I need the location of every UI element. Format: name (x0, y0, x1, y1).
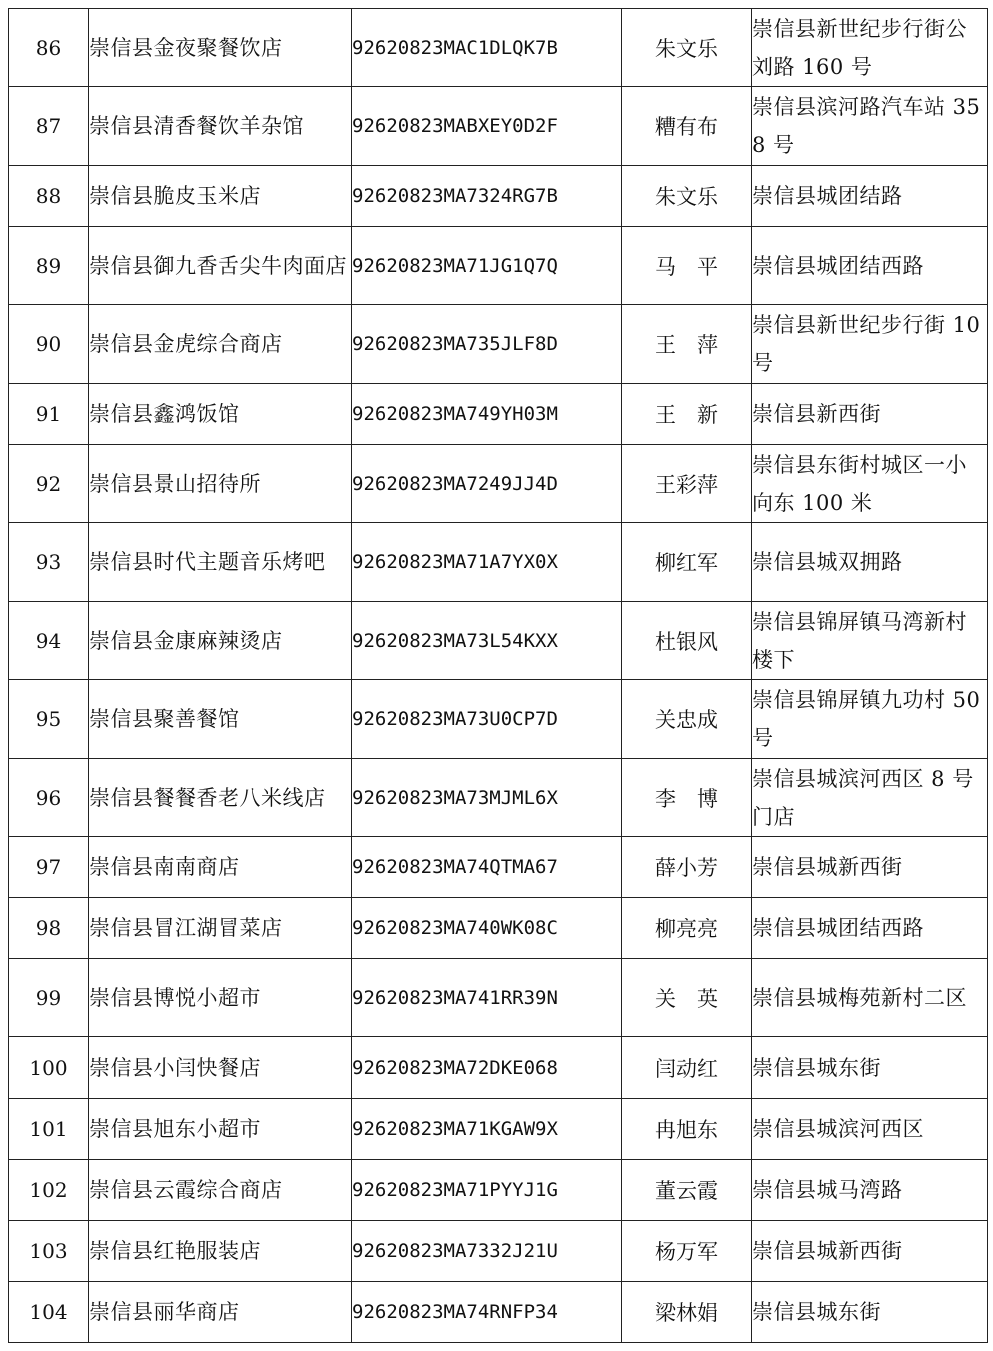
table-row (9, 384, 988, 445)
credit-code-cell (352, 384, 622, 445)
operator-name-cell (622, 227, 752, 305)
business-name: 崇信县时代主题音乐烤吧 (89, 550, 326, 574)
credit-code-cell (352, 1221, 622, 1282)
credit-code-cell (352, 445, 622, 523)
credit-code: 92620823MA735JLF8D (352, 333, 558, 355)
credit-code-cell (352, 602, 622, 680)
credit-code: 92620823MA73U0CP7D (352, 708, 558, 730)
operator-name: 杜银风 (655, 629, 718, 654)
business-address: 崇信县城团结路 (752, 184, 903, 208)
table-row (9, 227, 988, 305)
business-name: 崇信县金康麻辣烫店 (89, 628, 283, 653)
credit-code: 92620823MA74QTMA67 (352, 856, 558, 878)
row-number-cell (9, 166, 89, 227)
business-address-cell (752, 1099, 988, 1160)
row-number: 90 (35, 332, 62, 356)
row-number: 97 (35, 855, 62, 879)
business-address-cell (752, 898, 988, 959)
operator-name: 董云霞 (655, 1179, 718, 1203)
business-name-cell (89, 1221, 352, 1282)
operator-name: 马 平 (655, 254, 718, 279)
operator-name: 柳红军 (655, 551, 718, 575)
business-name-cell (89, 959, 352, 1037)
business-name: 崇信县博悦小超市 (89, 985, 261, 1010)
operator-name: 关 英 (655, 986, 718, 1011)
credit-code: 92620823MA71A7YX0X (352, 551, 558, 573)
business-address: 崇信县锦屏镇马湾新村楼下 (752, 609, 967, 672)
row-number: 92 (35, 471, 62, 496)
business-name-cell (89, 1099, 352, 1160)
operator-name-cell (622, 837, 752, 898)
business-address: 崇信县城梅苑新村二区 (752, 985, 967, 1010)
business-address-cell (752, 602, 988, 680)
table-row (9, 523, 988, 602)
table-row (9, 602, 988, 680)
business-address-cell (752, 87, 988, 166)
table-row (9, 759, 988, 837)
row-number: 93 (35, 550, 62, 574)
operator-name: 梁林娟 (655, 1301, 718, 1325)
credit-code-cell (352, 227, 622, 305)
credit-code: 92620823MA73MJML6X (352, 786, 558, 809)
business-name-cell (89, 305, 352, 384)
table-row (9, 166, 988, 227)
business-name: 崇信县丽华商店 (89, 1300, 240, 1324)
credit-code-cell (352, 523, 622, 602)
table-row (9, 837, 988, 898)
row-number-cell (9, 1099, 89, 1160)
business-name: 崇信县清香餐饮羊杂馆 (89, 114, 304, 138)
operator-name-cell (622, 1282, 752, 1343)
credit-code-cell (352, 898, 622, 959)
business-name: 崇信县金虎综合商店 (89, 332, 283, 356)
credit-code: 92620823MABXEY0D2F (352, 115, 558, 137)
table-row (9, 1037, 988, 1099)
credit-code-cell (352, 87, 622, 166)
business-address-cell (752, 523, 988, 602)
row-number: 100 (29, 1055, 68, 1080)
business-address: 崇信县城新西街 (752, 1239, 903, 1263)
row-number: 102 (29, 1178, 68, 1202)
business-address: 崇信县城滨河西区 (752, 1117, 924, 1141)
credit-code-cell (352, 837, 622, 898)
row-number: 94 (35, 628, 62, 653)
business-name: 崇信县脆皮玉米店 (89, 184, 261, 208)
business-address: 崇信县城团结西路 (752, 253, 924, 278)
credit-code-cell (352, 1282, 622, 1343)
table-row (9, 898, 988, 959)
operator-name-cell (622, 445, 752, 523)
business-address-cell (752, 959, 988, 1037)
business-address: 崇信县新西街 (752, 402, 881, 426)
credit-code: 92620823MA7324RG7B (352, 185, 558, 207)
operator-name: 薛小芳 (655, 856, 718, 880)
business-name-cell (89, 680, 352, 759)
credit-code-cell (352, 680, 622, 759)
business-name: 崇信县旭东小超市 (89, 1117, 261, 1141)
business-address-cell (752, 1160, 988, 1221)
row-number-cell (9, 445, 89, 523)
credit-code: 92620823MA73L54KXX (352, 629, 558, 652)
credit-code: 92620823MA71PYYJ1G (352, 1179, 558, 1201)
business-address-cell (752, 384, 988, 445)
row-number-cell (9, 602, 89, 680)
row-number-cell (9, 898, 89, 959)
business-address: 崇信县城团结西路 (752, 916, 924, 940)
operator-name-cell (622, 305, 752, 384)
row-number: 88 (35, 184, 62, 208)
row-number-cell (9, 759, 89, 837)
business-address-cell (752, 445, 988, 523)
row-number-cell (9, 305, 89, 384)
business-address-cell (752, 1221, 988, 1282)
credit-code-cell (352, 1160, 622, 1221)
row-number: 104 (29, 1300, 68, 1324)
row-number-cell (9, 959, 89, 1037)
credit-code-cell (352, 959, 622, 1037)
business-address: 崇信县城滨河西区 8 号门店 (752, 766, 974, 829)
credit-code: 92620823MA749YH03M (352, 403, 558, 425)
business-address: 崇信县滨河路汽车站 358 号 (752, 95, 981, 157)
row-number-cell (9, 523, 89, 602)
business-address-cell (752, 1037, 988, 1099)
credit-code-cell (352, 1099, 622, 1160)
business-address: 崇信县城东街 (752, 1055, 881, 1080)
credit-code: 92620823MA7332J21U (352, 1240, 558, 1262)
operator-name-cell (622, 1037, 752, 1099)
business-address-cell (752, 9, 988, 87)
operator-name-cell (622, 898, 752, 959)
operator-name-cell (622, 166, 752, 227)
business-name-cell (89, 1037, 352, 1099)
table-row (9, 87, 988, 166)
business-address-cell (752, 837, 988, 898)
credit-code: 92620823MA71JG1Q7Q (352, 254, 558, 277)
operator-name: 朱文乐 (655, 185, 718, 209)
row-number-cell (9, 1221, 89, 1282)
operator-name: 关忠成 (655, 708, 718, 732)
business-name-cell (89, 9, 352, 87)
row-number-cell (9, 384, 89, 445)
business-name: 崇信县金夜聚餐饮店 (89, 35, 283, 60)
operator-name-cell (622, 1221, 752, 1282)
business-name-cell (89, 898, 352, 959)
business-name: 崇信县鑫鸿饭馆 (89, 402, 240, 426)
business-name: 崇信县景山招待所 (89, 471, 261, 496)
operator-name: 王 新 (655, 403, 718, 427)
business-name-cell (89, 1282, 352, 1343)
credit-code: 92620823MA740WK08C (352, 917, 558, 939)
business-name: 崇信县餐餐香老八米线店 (89, 785, 326, 810)
operator-name: 杨万军 (655, 1240, 718, 1264)
operator-name: 王彩萍 (655, 472, 718, 497)
business-name-cell (89, 384, 352, 445)
row-number: 87 (35, 114, 62, 138)
row-number: 89 (35, 253, 62, 278)
business-address: 崇信县城新西街 (752, 855, 903, 879)
business-name-cell (89, 445, 352, 523)
business-address: 崇信县城马湾路 (752, 1178, 903, 1202)
business-name: 崇信县御九香舌尖牛肉面店 (89, 253, 347, 278)
credit-code: 92620823MA71KGAW9X (352, 1118, 558, 1140)
table-row (9, 680, 988, 759)
row-number: 101 (29, 1117, 68, 1141)
business-address-cell (752, 166, 988, 227)
row-number-cell (9, 87, 89, 166)
operator-name-cell (622, 680, 752, 759)
operator-name: 王 萍 (655, 333, 718, 357)
row-number: 95 (35, 707, 62, 731)
operator-name-cell (622, 1099, 752, 1160)
business-name: 崇信县聚善餐馆 (89, 707, 240, 731)
credit-code-cell (352, 305, 622, 384)
business-address: 崇信县城双拥路 (752, 550, 903, 574)
table-row (9, 445, 988, 523)
credit-code: 92620823MA741RR39N (352, 986, 558, 1009)
business-name: 崇信县小闫快餐店 (89, 1055, 261, 1080)
business-name-cell (89, 523, 352, 602)
row-number-cell (9, 1160, 89, 1221)
row-number: 86 (35, 35, 62, 60)
table-row (9, 1282, 988, 1343)
business-address: 崇信县锦屏镇九功村 50 号 (752, 688, 981, 750)
operator-name-cell (622, 9, 752, 87)
credit-code: 92620823MA72DKE068 (352, 1056, 558, 1079)
credit-code-cell (352, 759, 622, 837)
business-address: 崇信县新世纪步行街 10 号 (752, 313, 981, 375)
operator-name-cell (622, 959, 752, 1037)
row-number: 96 (35, 785, 62, 810)
business-address-cell (752, 759, 988, 837)
business-name: 崇信县冒江湖冒菜店 (89, 916, 283, 940)
row-number-cell (9, 9, 89, 87)
row-number-cell (9, 1282, 89, 1343)
credit-code-cell (352, 9, 622, 87)
business-address: 崇信县城东街 (752, 1300, 881, 1324)
business-address-cell (752, 1282, 988, 1343)
business-name-cell (89, 759, 352, 837)
row-number-cell (9, 837, 89, 898)
business-name: 崇信县红艳服装店 (89, 1239, 261, 1263)
business-name: 崇信县南南商店 (89, 855, 240, 879)
table-row (9, 959, 988, 1037)
operator-name: 闫动红 (655, 1056, 718, 1081)
row-number: 99 (35, 985, 62, 1010)
credit-code-cell (352, 166, 622, 227)
business-address: 崇信县新世纪步行街公刘路 160 号 (752, 16, 967, 79)
business-name-cell (89, 1160, 352, 1221)
business-address-cell (752, 227, 988, 305)
credit-code: 92620823MAC1DLQK7B (352, 36, 558, 59)
row-number: 103 (29, 1239, 68, 1263)
operator-name-cell (622, 602, 752, 680)
row-number: 91 (35, 402, 62, 426)
row-number-cell (9, 1037, 89, 1099)
row-number-cell (9, 680, 89, 759)
row-number: 98 (35, 916, 62, 940)
business-address: 崇信县东街村城区一小向东 100 米 (752, 452, 967, 515)
registration-table (8, 8, 988, 1343)
operator-name-cell (622, 384, 752, 445)
row-number-cell (9, 227, 89, 305)
operator-name: 糟有布 (655, 115, 718, 139)
operator-name-cell (622, 87, 752, 166)
operator-name-cell (622, 1160, 752, 1221)
operator-name: 朱文乐 (655, 36, 718, 61)
business-address-cell (752, 305, 988, 384)
business-name-cell (89, 227, 352, 305)
operator-name-cell (622, 759, 752, 837)
operator-name: 李 博 (655, 786, 718, 811)
credit-code-cell (352, 1037, 622, 1099)
business-name-cell (89, 87, 352, 166)
business-name-cell (89, 166, 352, 227)
business-address-cell (752, 680, 988, 759)
business-name-cell (89, 602, 352, 680)
table-row (9, 9, 988, 87)
operator-name: 冉旭东 (655, 1118, 718, 1142)
credit-code: 92620823MA7249JJ4D (352, 472, 558, 495)
business-name: 崇信县云霞综合商店 (89, 1178, 283, 1202)
table-row (9, 1221, 988, 1282)
table-row (9, 1099, 988, 1160)
operator-name-cell (622, 523, 752, 602)
credit-code: 92620823MA74RNFP34 (352, 1301, 558, 1323)
business-name-cell (89, 837, 352, 898)
table-row (9, 305, 988, 384)
table-row (9, 1160, 988, 1221)
operator-name: 柳亮亮 (655, 917, 718, 941)
table-body (9, 9, 988, 1343)
